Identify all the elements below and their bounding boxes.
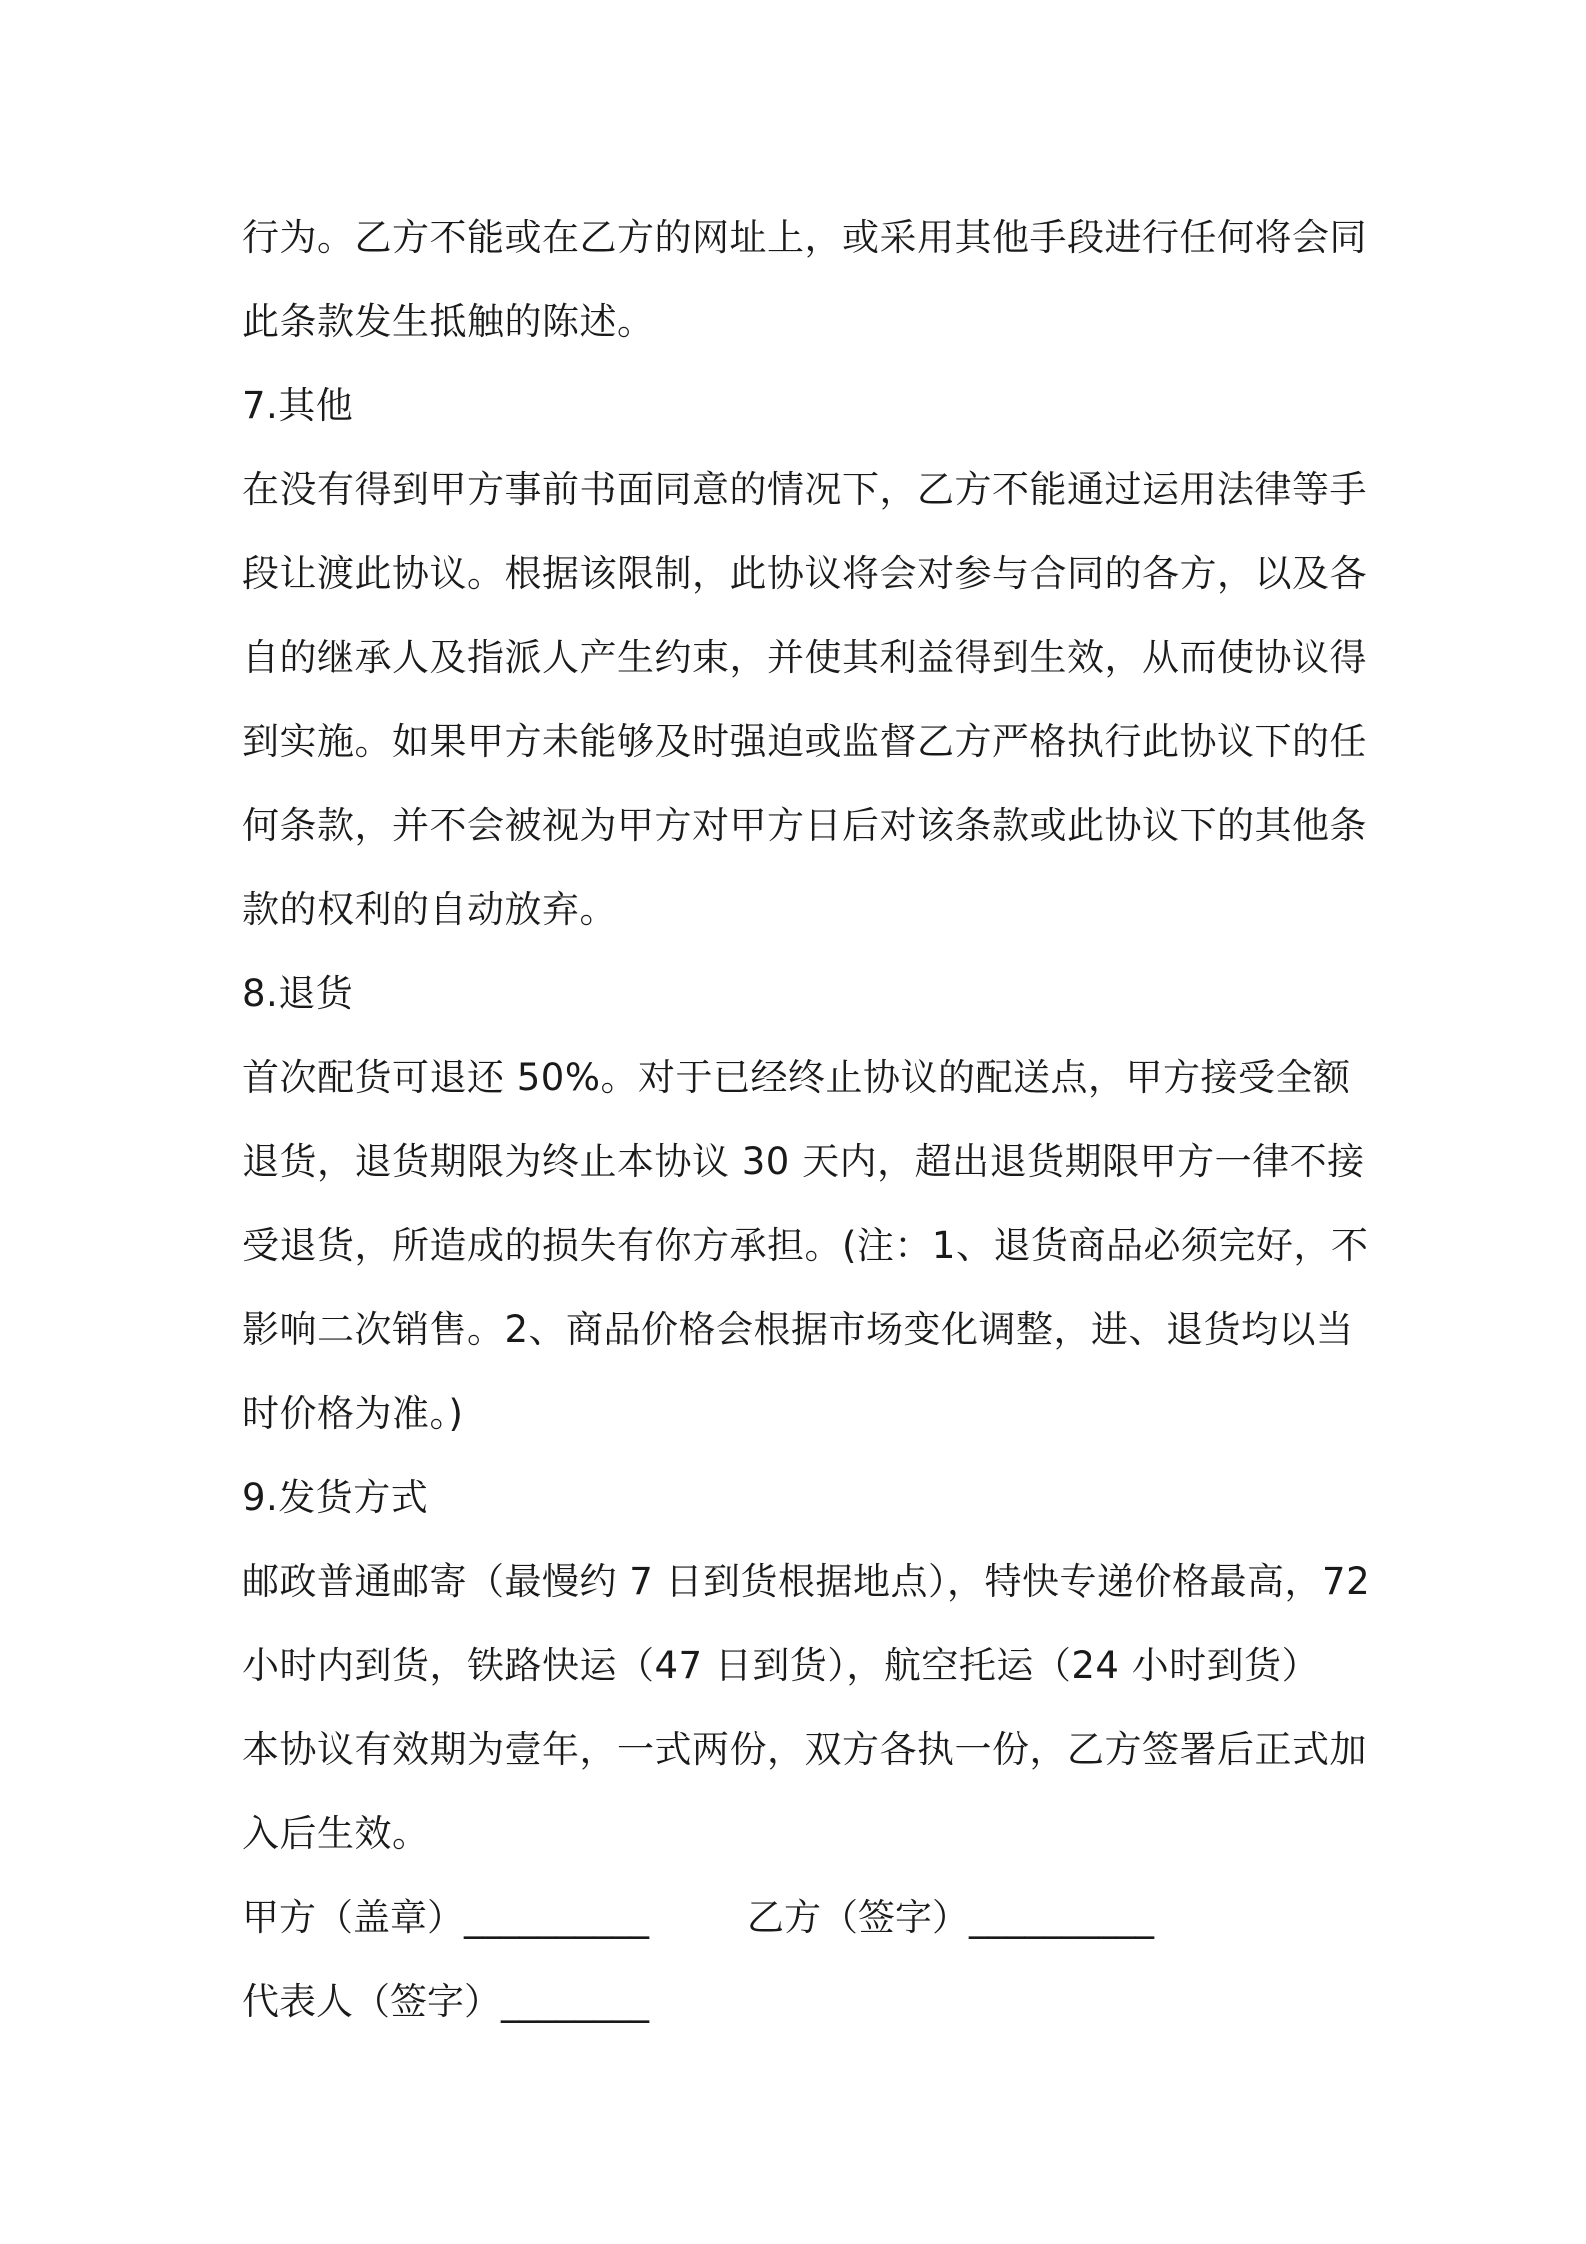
text-line: 到实施。如果甲方未能够及时强迫或监督乙方严格执行此协议下的任 bbox=[242, 720, 1367, 763]
representative-row bbox=[242, 1960, 1352, 2044]
text-line: 自的继承人及指派人产生约束，并使其利益得到生效，从而使协议得 bbox=[242, 636, 1367, 679]
text-line: 影响二次销售。2、商品价格会根据市场变化调整，进、退货均以当 bbox=[242, 1308, 1354, 1351]
text-line: 首次配货可退还 50%。对于已经终止协议的配送点，甲方接受全额 bbox=[242, 1056, 1351, 1099]
text-line: 款的权利的自动放弃。 bbox=[242, 888, 617, 931]
text-line: 邮政普通邮寄（最慢约 7 日到货根据地点），特快专递价格最高，72 bbox=[242, 1560, 1371, 1603]
text-line: 入后生效。 bbox=[242, 1812, 430, 1855]
text-line: 时价格为准。) bbox=[242, 1392, 464, 1435]
text-line: 退货，退货期限为终止本协议 30 天内，超出退货期限甲方一律不接 bbox=[242, 1140, 1365, 1183]
section-heading-shipping: 9.发货方式 bbox=[242, 1476, 429, 1519]
signature-row bbox=[242, 1876, 1352, 1960]
text-line: 在没有得到甲方事前书面同意的情况下，乙方不能通过运用法律等手 bbox=[242, 468, 1367, 511]
representative-signature-line: 代表人（签字）________ bbox=[242, 1980, 649, 2023]
section-heading-returns: 8.退货 bbox=[242, 972, 354, 1015]
party-b-signature-line: 乙方（签字）__________ bbox=[747, 1896, 1154, 1939]
text-line: 小时内到货，铁路快运（47 日到货），航空托运（24 小时到货） bbox=[242, 1644, 1320, 1687]
section-heading-other: 7.其他 bbox=[242, 384, 354, 427]
party-a-seal-line: 甲方（盖章）__________ bbox=[242, 1896, 649, 1939]
text-line: 何条款，并不会被视为甲方对甲方日后对该条款或此协议下的其他条 bbox=[242, 804, 1367, 847]
text-line: 受退货，所造成的损失有你方承担。(注：1、退货商品必须完好，不 bbox=[242, 1224, 1369, 1267]
document-page bbox=[242, 196, 1371, 2044]
text-line: 段让渡此协议。根据该限制，此协议将会对参与合同的各方，以及各 bbox=[242, 552, 1367, 595]
text-line: 本协议有效期为壹年，一式两份，双方各执一份，乙方签署后正式加 bbox=[242, 1728, 1367, 1771]
text-line: 此条款发生抵触的陈述。 bbox=[242, 300, 655, 343]
text-line: 行为。乙方不能或在乙方的网址上，或采用其他手段进行任何将会同 bbox=[242, 216, 1367, 259]
